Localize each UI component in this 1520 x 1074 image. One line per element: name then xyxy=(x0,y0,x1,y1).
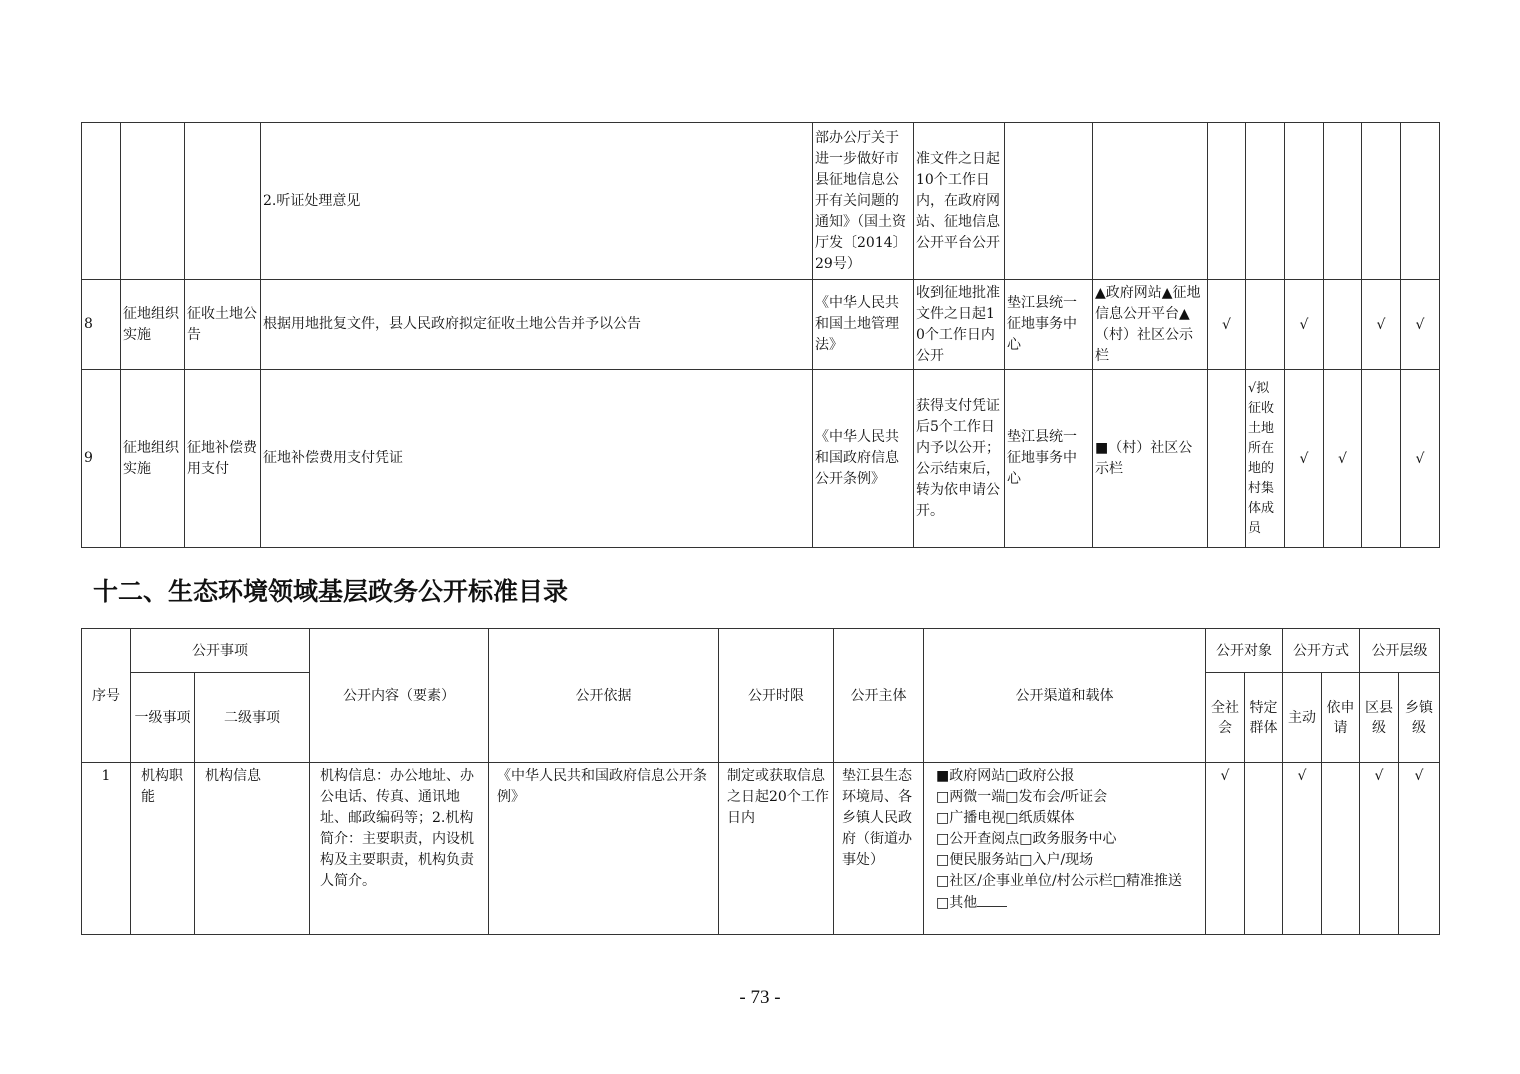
header-time-limit: 公开时限 xyxy=(719,629,834,763)
level1-cell: 征地组织实施 xyxy=(121,280,185,370)
basis-cell: 《中华人民共和国政府信息公开条例》 xyxy=(489,763,719,935)
land-acquisition-table xyxy=(81,122,1440,548)
header-level: 公开层级 xyxy=(1360,629,1440,673)
mark-cell: √ xyxy=(1206,763,1245,935)
content-cell: 根据用地批复文件，县人民政府拟定征收土地公告并予以公告 xyxy=(261,280,813,370)
ecology-standard-table xyxy=(81,628,1440,935)
seq-cell: 8 xyxy=(82,280,121,370)
header-mode: 公开方式 xyxy=(1283,629,1360,673)
header-row xyxy=(82,629,1440,673)
mark-cell: √ xyxy=(1324,370,1362,548)
level2-cell: 征地补偿费用支付 xyxy=(185,370,261,548)
header-content: 公开内容（要素） xyxy=(310,629,489,763)
channel-line: □广播电视□纸质媒体 xyxy=(936,810,1075,826)
mark-cell: √ xyxy=(1401,280,1440,370)
subject-cell: 垫江县统一征地事务中心 xyxy=(1005,370,1093,548)
header-basis: 公开依据 xyxy=(489,629,719,763)
mark-cell: √ xyxy=(1285,280,1324,370)
channel-cell xyxy=(1093,123,1208,280)
content-cell: 征地补偿费用支付凭证 xyxy=(261,370,813,548)
table-row xyxy=(82,280,1440,370)
header-seq: 序号 xyxy=(82,629,131,763)
channel-line-other xyxy=(936,892,1203,914)
channel-line: □两微一端□发布会/听证会 xyxy=(936,789,1108,805)
header-target-all: 全社会 xyxy=(1206,673,1245,763)
time-limit-cell: 收到征地批准文件之日起10个工作日内公开 xyxy=(914,280,1005,370)
level2-cell xyxy=(185,123,261,280)
mark-cell: √ xyxy=(1401,370,1440,548)
header-mode-active: 主动 xyxy=(1283,673,1322,763)
mark-cell xyxy=(1208,370,1246,548)
header-channel: 公开渠道和载体 xyxy=(924,629,1206,763)
level1-cell xyxy=(121,123,185,280)
subject-cell xyxy=(1005,123,1093,280)
level2-cell: 征收土地公告 xyxy=(185,280,261,370)
mark-cell: √ xyxy=(1362,280,1401,370)
table-row xyxy=(82,763,1440,935)
mark-cell xyxy=(1246,123,1285,280)
subject-cell: 垫江县生态环境局、各乡镇人民政府（街道办事处） xyxy=(834,763,924,935)
content-cell: 2.听证处理意见 xyxy=(261,123,813,280)
header-target: 公开对象 xyxy=(1206,629,1283,673)
mark-cell: √ xyxy=(1285,370,1324,548)
level2-cell: 机构信息 xyxy=(195,763,310,935)
seq-cell: 9 xyxy=(82,370,121,548)
mark-cell xyxy=(1362,123,1401,280)
mark-cell: √ xyxy=(1208,280,1246,370)
seq-cell: 1 xyxy=(82,763,131,935)
level1-cell: 机构职能 xyxy=(131,763,195,935)
header-mode-request: 依申请 xyxy=(1322,673,1360,763)
blank-underline xyxy=(977,892,1007,907)
mark-cell xyxy=(1401,123,1440,280)
table-row xyxy=(82,123,1440,280)
header-items: 公开事项 xyxy=(131,629,310,673)
basis-cell: 《中华人民共和国政府信息公开条例》 xyxy=(813,370,914,548)
time-limit-cell: 准文件之日起10个工作日内，在政府网站、征地信息公开平台公开 xyxy=(914,123,1005,280)
header-subject: 公开主体 xyxy=(834,629,924,763)
channel-line: □社区/企事业单位/村公示栏□精准推送 xyxy=(936,873,1182,889)
mark-cell: √ xyxy=(1399,763,1440,935)
level1-cell: 征地组织实施 xyxy=(121,370,185,548)
mark-cell: √ xyxy=(1360,763,1399,935)
basis-cell: 部办公厅关于进一步做好市县征地信息公开有关问题的通知》（国土资厅发〔2014〕29号） xyxy=(813,123,914,280)
mark-cell xyxy=(1324,123,1362,280)
seq-cell xyxy=(82,123,121,280)
mark-cell xyxy=(1324,280,1362,370)
channel-line: □便民服务站□入户/现场 xyxy=(936,852,1094,868)
channel-other-label: □其他 xyxy=(936,895,978,911)
channel-cell: ■（村）社区公示栏 xyxy=(1093,370,1208,548)
table-row xyxy=(82,370,1440,548)
channel-cell: ▲政府网站▲征地信息公开平台▲（村）社区公示栏 xyxy=(1093,280,1208,370)
channel-line: □公开查阅点□政务服务中心 xyxy=(936,831,1117,847)
mark-cell xyxy=(1208,123,1246,280)
mark-cell xyxy=(1322,763,1360,935)
header-level-town: 乡镇级 xyxy=(1399,673,1440,763)
time-limit-cell: 获得支付凭证后5个工作日内予以公开；公示结束后，转为依申请公开。 xyxy=(914,370,1005,548)
mark-cell xyxy=(1285,123,1324,280)
subject-cell: 垫江县统一征地事务中心 xyxy=(1005,280,1093,370)
mark-cell xyxy=(1246,280,1285,370)
header-target-group: 特定群体 xyxy=(1245,673,1283,763)
content-cell: 机构信息：办公地址、办公电话、传真、通讯地址、邮政编码等；2.机构简介：主要职责，内设机构及主要职责，机构负责人简介。 xyxy=(310,763,489,935)
mark-cell: √ xyxy=(1283,763,1322,935)
page-number: - 73 - xyxy=(739,987,781,1008)
channel-line: ■政府网站□政府公报 xyxy=(936,768,1075,784)
basis-cell: 《中华人民共和国土地管理法》 xyxy=(813,280,914,370)
mark-cell xyxy=(1245,763,1283,935)
header-level2: 二级事项 xyxy=(195,673,310,763)
section-heading: 十二、生态环境领域基层政务公开标准目录 xyxy=(93,577,569,606)
mark-cell xyxy=(1362,370,1401,548)
channel-cell xyxy=(924,763,1206,935)
mark-cell-specific-group: √拟征收土地所在地的村集体成员 xyxy=(1246,370,1285,548)
time-limit-cell: 制定或获取信息之日起20个工作日内 xyxy=(719,763,834,935)
header-level1: 一级事项 xyxy=(131,673,195,763)
header-level-county: 区县级 xyxy=(1360,673,1399,763)
